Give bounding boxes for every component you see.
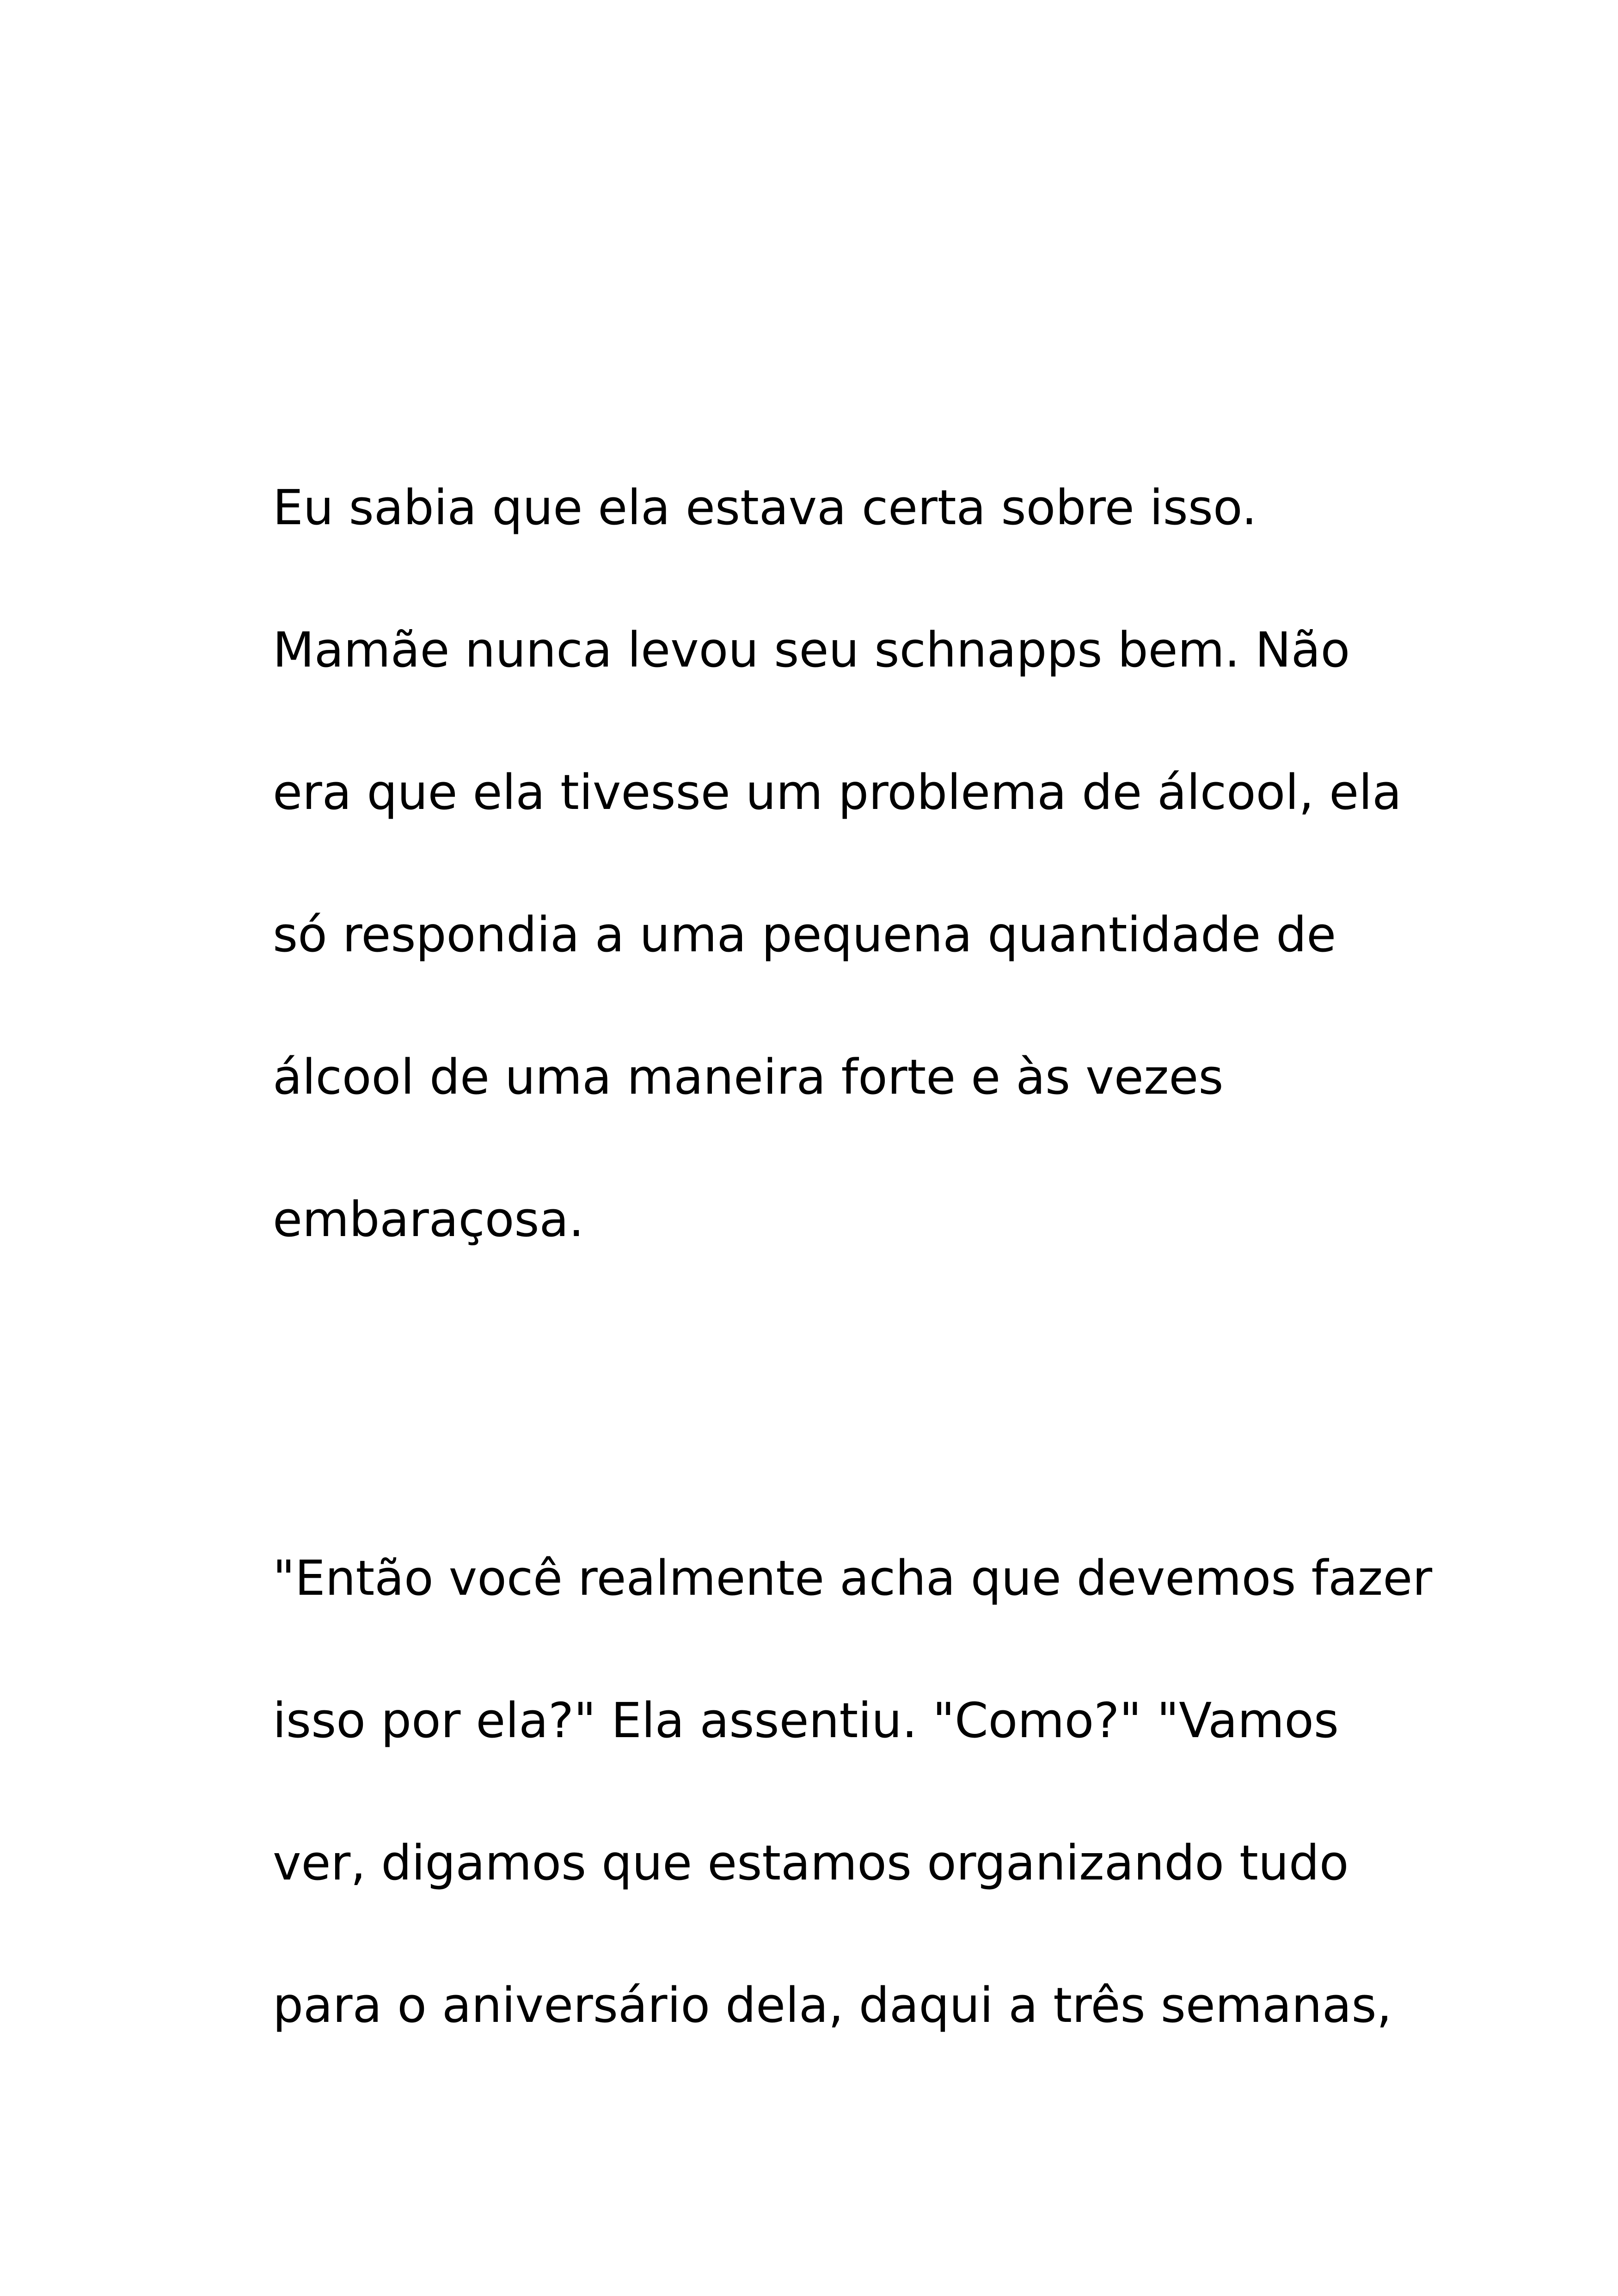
text-line: só respondia a uma pequena quantidade de <box>273 906 1336 963</box>
text-line: Mamãe nunca levou seu schnapps bem. Não <box>273 622 1350 678</box>
text-line: álcool de uma maneira forte e às vezes <box>273 1049 1224 1105</box>
text-line: isso por ela?" Ela assentiu. "Como?" "Vamos <box>273 1692 1339 1749</box>
text-line: embaraçosa. <box>273 1191 584 1248</box>
text-line: para o aniversário dela, daqui a três semanas, <box>273 1977 1392 2033</box>
text-line: Eu sabia que ela estava certa sobre isso. <box>273 479 1257 536</box>
paragraph-2 <box>273 1507 1433 2076</box>
text-line: era que ela tivesse um problema de álcool, ela <box>273 764 1402 820</box>
paragraph-1 <box>273 436 1402 1291</box>
text-line: "Então você realmente acha que devemos fazer <box>273 1550 1433 1606</box>
text-line: ver, digamos que estamos organizando tudo <box>273 1835 1349 1891</box>
